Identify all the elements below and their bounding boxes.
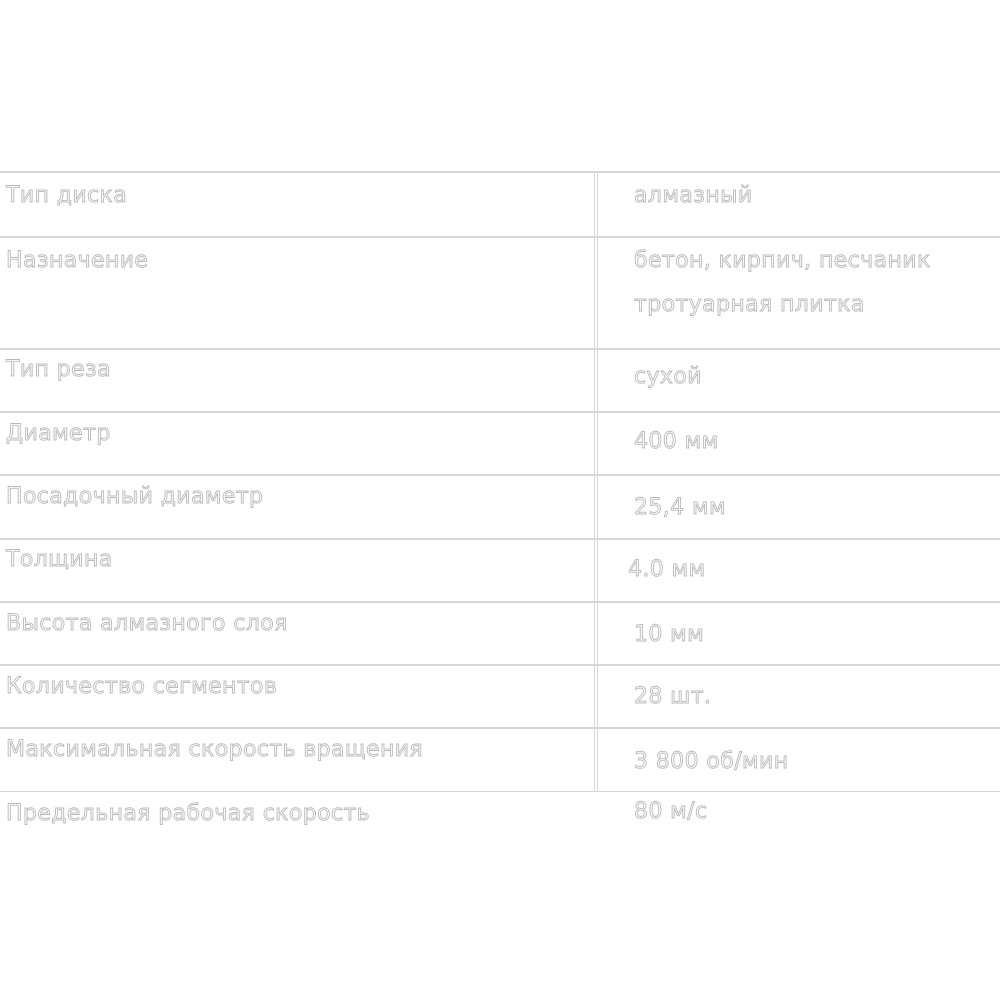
row-divider	[0, 538, 1000, 540]
spec-label: Посадочный диаметр	[6, 484, 264, 509]
row-divider	[0, 411, 1000, 413]
spec-label: Тип реза	[6, 357, 111, 382]
spec-label: Предельная рабочая скорость	[6, 801, 371, 826]
spec-label: Назначение	[6, 248, 149, 273]
spec-label: Толщина	[6, 547, 113, 572]
spec-value: бетон, кирпич, песчаник	[634, 248, 931, 273]
spec-label: Максимальная скорость вращения	[6, 737, 424, 762]
row-divider	[0, 348, 1000, 350]
spec-value-line2: тротуарная плитка	[634, 292, 865, 317]
spec-value: 80 м/с	[634, 799, 708, 824]
column-divider	[594, 172, 598, 792]
spec-label: Диаметр	[6, 421, 111, 446]
spec-value: 28 шт.	[634, 684, 712, 709]
spec-value: 10 мм	[634, 622, 705, 647]
spec-label: Количество сегментов	[6, 674, 278, 699]
spec-value: сухой	[634, 364, 702, 389]
table-top-border	[0, 171, 1000, 173]
row-divider	[0, 236, 1000, 238]
spec-value: 4.0 мм	[628, 557, 706, 582]
spec-label: Высота алмазного слоя	[6, 611, 288, 636]
spec-label: Тип диска	[6, 183, 128, 208]
spec-value: алмазный	[634, 183, 753, 208]
spec-value: 25,4 мм	[634, 495, 726, 520]
spec-value: 3 800 об/мин	[634, 749, 789, 774]
spec-value: 400 мм	[634, 429, 719, 454]
